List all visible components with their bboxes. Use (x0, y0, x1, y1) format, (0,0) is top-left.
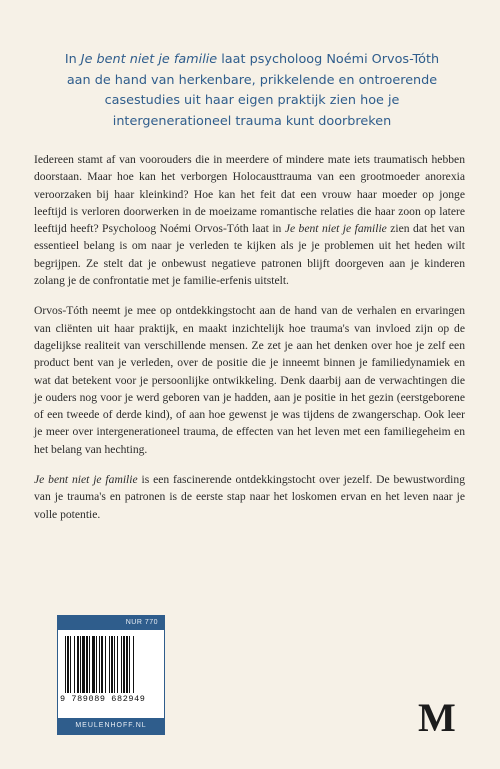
paragraph-3-text: is een fascinerende ontdekkingstocht over jezelf. De bewustwording van je trauma's en patronen is de eerste stap naar het loskomen ervan en het leven naar je volle potentie. (34, 473, 465, 521)
intro-lead: In (64, 52, 81, 67)
barcode-stripe (117, 636, 118, 693)
barcode-stripe (123, 636, 125, 693)
intro-blurb (52, 50, 452, 132)
intro-rest: laat psycholoog Noémi Orvos-Tóth aan de hand van herkenbare, prikkelende en ontroerende casestudies uit haar eigen praktijk zien hoe je intergenerationeel trauma kunt doorbreken (66, 52, 440, 129)
paragraph-1-text-a: Iedereen stamt af van voorouders die in meerdere of mindere mate iets traumatisch hebben doorstaan. Maar hoe kan het verborgen Holocausttrauma van een grootmoeder anorexia veroorzaken bij haar kleinkind? Hoe kan het feit dat een vrouw haar moeder op jonge leeftijd is verloren doorwerken in de moeizame romantische relaties die haar zoon op latere leeftijd heeft? Psycholoog Noémi Orvos-Tóth laat in (34, 153, 465, 236)
barcode-stripe (86, 636, 88, 693)
barcode-stripe (111, 636, 113, 693)
paragraph-1-book-title: Je bent niet je familie (284, 222, 387, 236)
barcode-stripe (101, 636, 103, 693)
paragraph-1 (34, 151, 465, 289)
publisher-logo: M (418, 695, 456, 740)
paragraph-2: Orvos-Tóth neemt je mee op ontdekkingstocht aan de hand van de verhalen en ervaringen van cliënten uit haar praktijk, en maakt inzichtelijk hoe trauma's van invloed zijn op de dagelijkse realiteit van verschillende mensen. Ze zet je aan het denken over hoe je zelf een product bent van je verleden, over de positie die je inneemt binnen je familiedynamiek en wat dat betekent voor je persoonlijke ontwikkeling. Denk daarbij aan de verwachtingen die je ouders nog voor je werd geboren van je hadden, aan je positie in het gezin (eerstgeborene of een tweede of derde kind), of aan hoe gewenst je was tijdens de zwangerschap. Ook leer je meer over intergenerationeel trauma, de effecten van het leven met een familiegeheim en het belang van hechting. (34, 304, 465, 456)
barcode-stripe (77, 636, 79, 693)
barcode-stripe (70, 636, 71, 693)
barcode-stripe (67, 636, 69, 693)
barcode-stripe (74, 636, 75, 693)
nur-code: NUR 770 (58, 616, 164, 630)
barcode-stripe (92, 636, 95, 693)
barcode-stripe (96, 636, 97, 693)
barcode-stripe (80, 636, 81, 693)
barcode-stripe (126, 636, 128, 693)
barcode-stripe (82, 636, 85, 693)
intro-book-title: Je bent niet je familie (80, 52, 218, 67)
barcode-stripe (109, 636, 110, 693)
paragraph-3-book-title: Je bent niet je familie (34, 473, 138, 487)
barcode-stripe (133, 636, 134, 693)
barcode-stripe (65, 636, 66, 693)
barcode-stripe (121, 636, 122, 693)
description-body (34, 151, 465, 536)
barcode-stripe (89, 636, 90, 693)
barcode-stripe (105, 636, 106, 693)
barcode-stripe (99, 636, 100, 693)
isbn-digits: 9 789089 682949 (60, 694, 146, 704)
paragraph-1-text-b: zien dat het van essentieel belang is om naar je verleden te kijken als je je problemen uit het heden wilt begrijpen. Ze stelt dat je onbewust negatieve patronen blijft doorgeven aan je kinderen zolang je de confrontatie met je familie-erfenis uitstelt. (34, 222, 465, 288)
barcode-stripe (114, 636, 115, 693)
barcode-stripe (129, 636, 130, 693)
publisher-url: MEULENHOFF.NL (58, 718, 164, 734)
barcode-label (57, 615, 165, 735)
paragraph-3 (34, 471, 465, 523)
barcode-bars (64, 636, 158, 693)
